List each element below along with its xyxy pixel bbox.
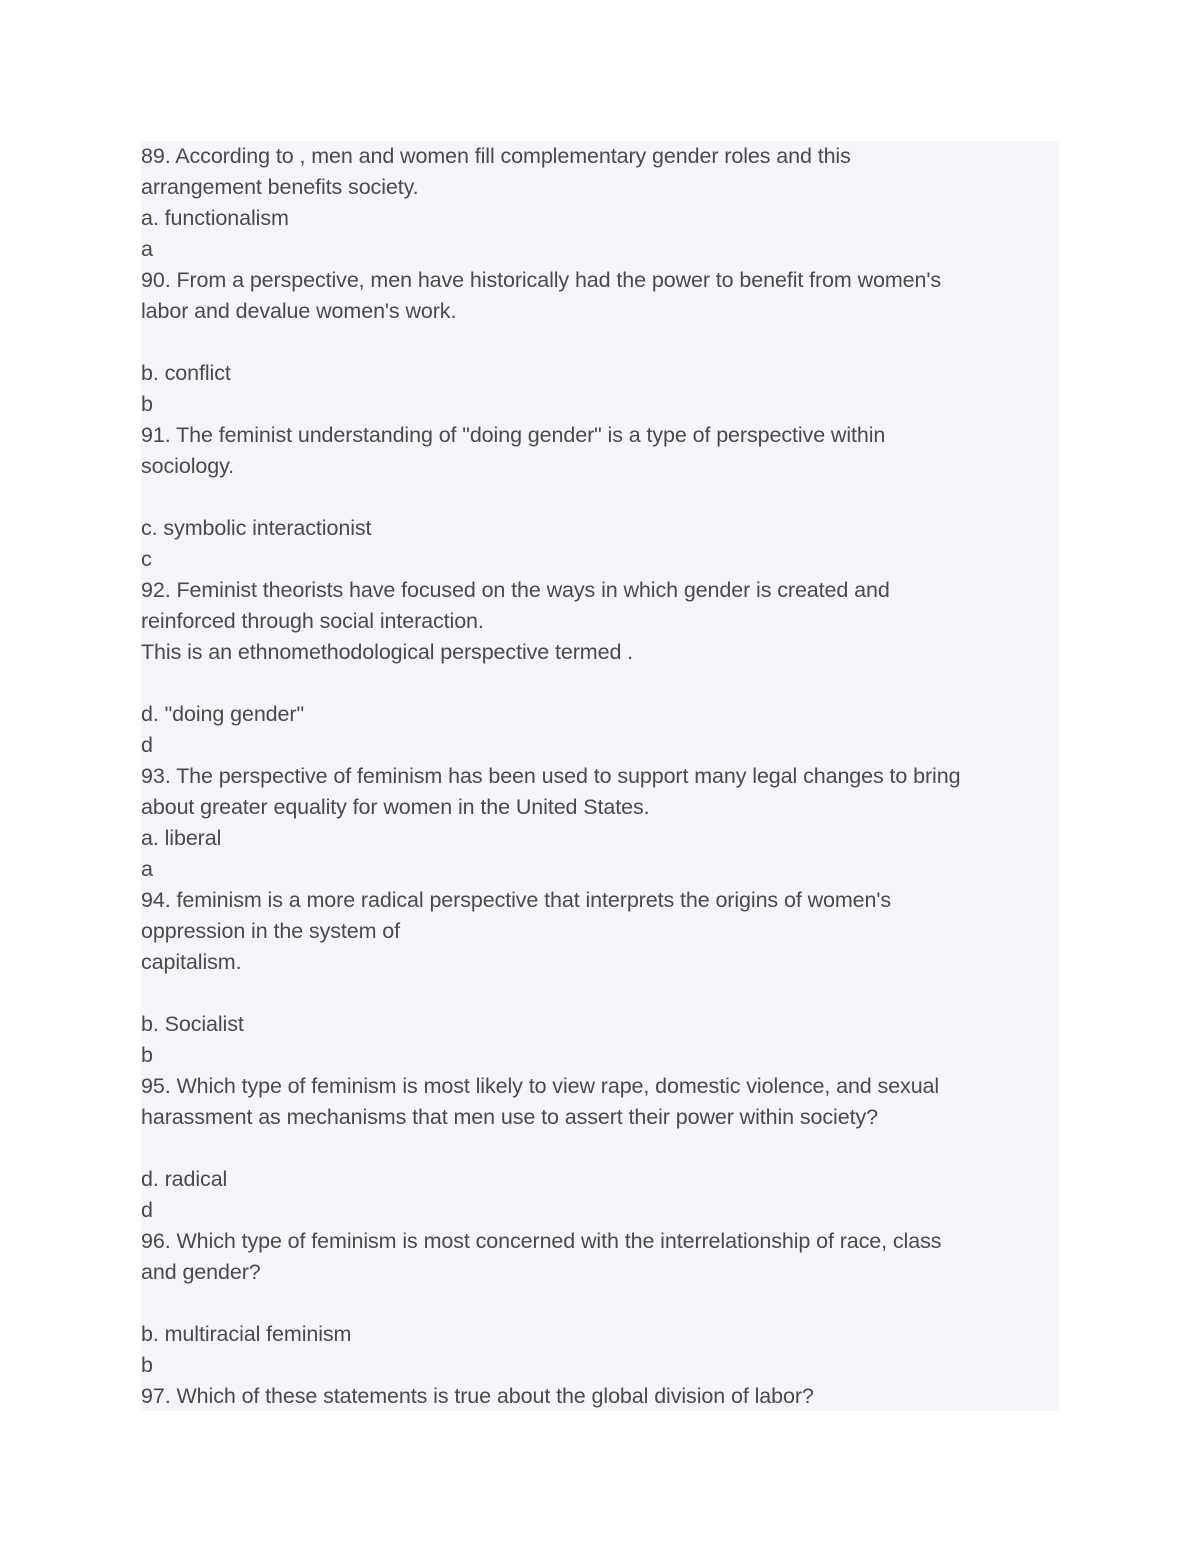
text-line: reinforced through social interaction. — [141, 609, 484, 633]
text-line: 96. Which type of feminism is most concerned with the interrelationship of race, class — [141, 1229, 942, 1253]
text-line: a — [141, 237, 153, 261]
text-line: sociology. — [141, 454, 235, 478]
text-line: d — [141, 733, 153, 757]
text-line: c — [141, 547, 152, 571]
text-line: d — [141, 1198, 153, 1222]
question-text-block — [141, 141, 1059, 1411]
blank-line — [141, 1288, 1059, 1319]
text-line: labor and devalue women's work. — [141, 299, 457, 323]
text-line: a. liberal — [141, 826, 222, 850]
text-line: about greater equality for women in the United States. — [141, 795, 650, 819]
text-line: oppression in the system of — [141, 919, 401, 943]
text-line: d. radical — [141, 1167, 228, 1191]
text-line: 90. From a perspective, men have historically had the power to benefit from women's — [141, 268, 942, 292]
text-line: d. "doing gender" — [141, 702, 304, 726]
blank-line — [141, 1133, 1059, 1164]
text-line: 91. The feminist understanding of "doing gender" is a type of perspective within — [141, 423, 886, 447]
text-line: 97. Which of these statements is true about the global division of labor? — [141, 1384, 814, 1408]
blank-line — [141, 668, 1059, 699]
text-line: b — [141, 392, 153, 416]
text-line: c. symbolic interactionist — [141, 516, 372, 540]
text-line: b. multiracial feminism — [141, 1322, 352, 1346]
text-line: b — [141, 1353, 153, 1377]
blank-line — [141, 327, 1059, 358]
text-line: a — [141, 857, 153, 881]
text-line: 89. According to , men and women fill complementary gender roles and this — [141, 144, 851, 168]
text-line: 93. The perspective of feminism has been used to support many legal changes to bring — [141, 764, 961, 788]
text-line: b. Socialist — [141, 1012, 244, 1036]
text-line: a. functionalism — [141, 206, 289, 230]
text-line: This is an ethnomethodological perspective termed . — [141, 640, 634, 664]
text-line: 92. Feminist theorists have focused on the ways in which gender is created and — [141, 578, 890, 602]
text-line: b. conflict — [141, 361, 231, 385]
text-line: b — [141, 1043, 153, 1067]
text-line: 95. Which type of feminism is most likely to view rape, domestic violence, and sexual — [141, 1074, 940, 1098]
text-line: arrangement benefits society. — [141, 175, 419, 199]
text-line: 94. feminism is a more radical perspective that interprets the origins of women's — [141, 888, 892, 912]
blank-line — [141, 482, 1059, 513]
blank-line — [141, 978, 1059, 1009]
text-line: harassment as mechanisms that men use to assert their power within society? — [141, 1105, 878, 1129]
text-line: capitalism. — [141, 950, 242, 974]
text-line: and gender? — [141, 1260, 261, 1284]
